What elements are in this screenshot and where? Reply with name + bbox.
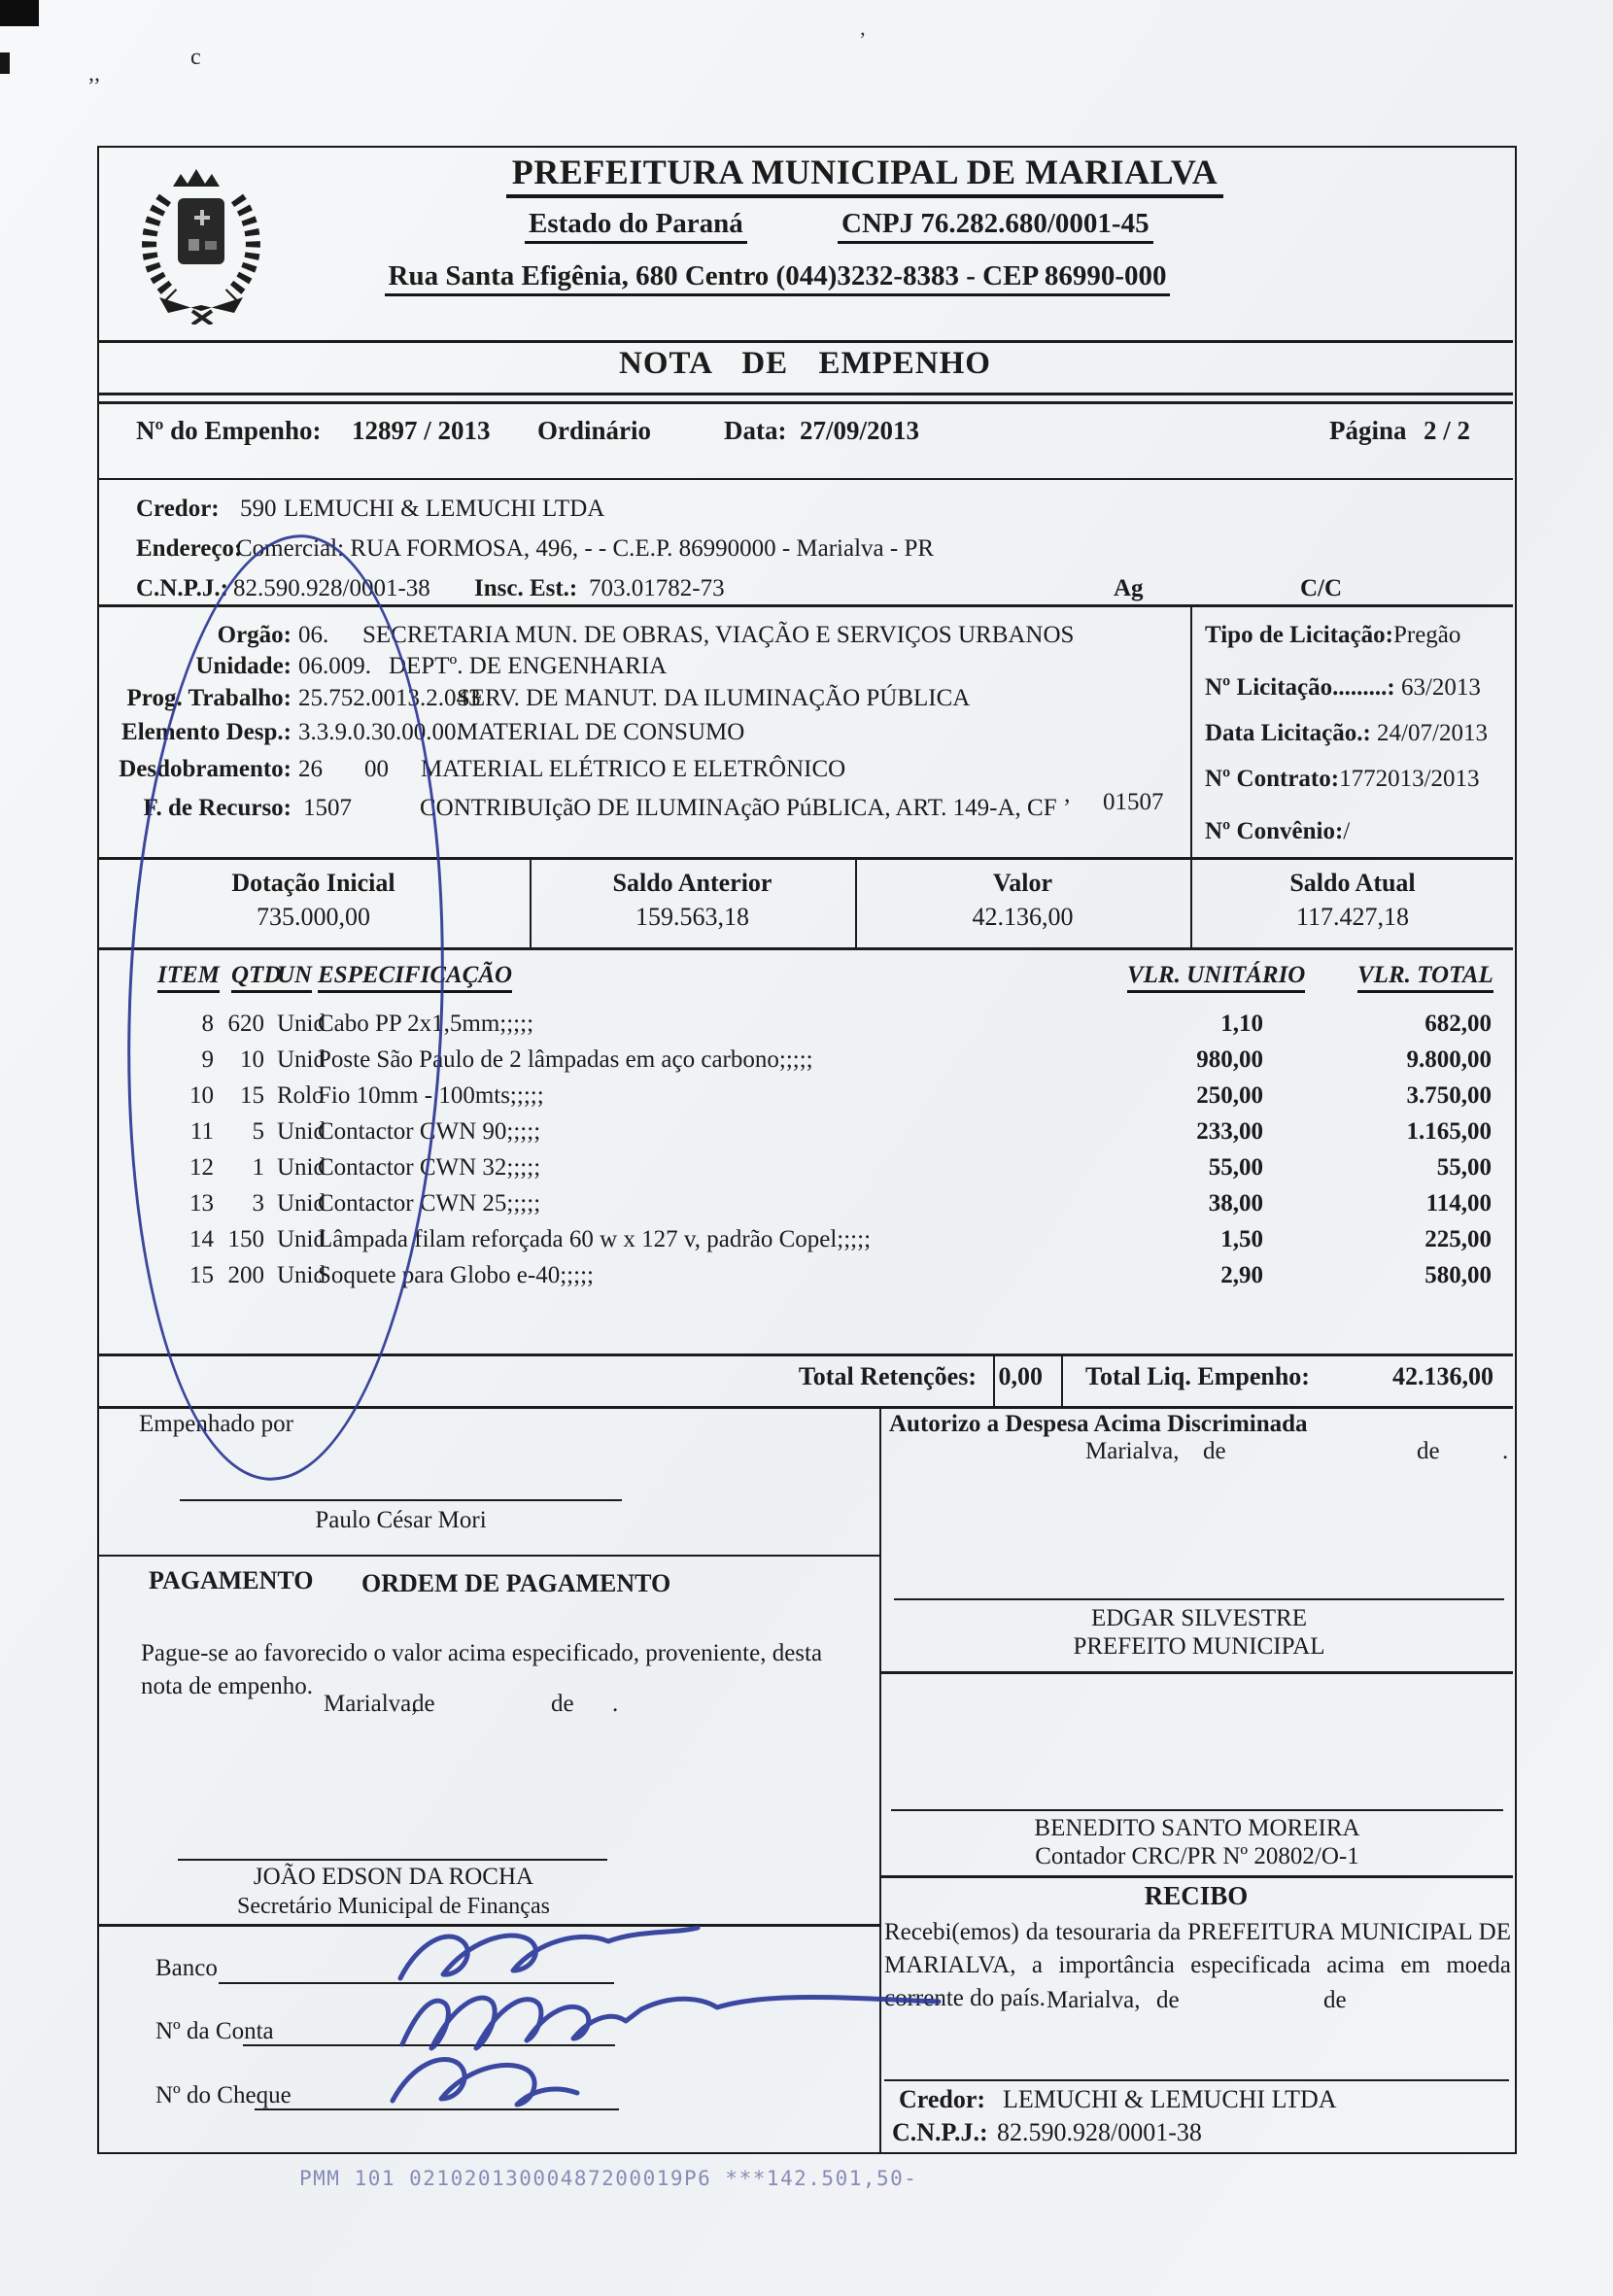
- prefeito-title: PREFEITO MUNICIPAL: [1073, 1633, 1325, 1660]
- licitacao-label: Nº Contrato:: [1205, 766, 1340, 792]
- licitacao-value: 1772013/2013: [1339, 766, 1480, 792]
- scan-artifact-c: c: [190, 45, 201, 70]
- budget-code2: 00: [364, 756, 389, 782]
- budget-code: 25.752.0013.2.043: [298, 685, 481, 711]
- period-mark: .: [612, 1691, 619, 1717]
- saldo-value: 117.427,18: [1295, 903, 1410, 931]
- divider-line: [97, 478, 1513, 480]
- header-cnpj: [838, 208, 1153, 244]
- licitacao-label: Nº Licitação.........:: [1205, 674, 1401, 701]
- credor-label: Credor:: [136, 496, 220, 522]
- item-row: 8 620 Unid Cabo PP 2x1,5mm;;;;; 1,10 682,00: [201, 1011, 1492, 1037]
- page-number-label: Página: [1329, 416, 1407, 445]
- de-word: de: [1323, 1987, 1347, 2013]
- saldo-label: Valor: [992, 869, 1053, 897]
- divider-line: [879, 1875, 1513, 1878]
- total-retencoes-label: Total Retenções:: [798, 1362, 977, 1390]
- banco-label: Banco: [155, 1955, 218, 1981]
- cheque-handwriting: [377, 2042, 601, 2125]
- cnpj-label: CNPJ 76.282.680/0001-45: [838, 208, 1153, 244]
- endereco-value: Comercial: RUA FORMOSA, 496, - - C.E.P. 86990000 - Marialva - PR: [236, 535, 935, 562]
- de-word: de: [1417, 1438, 1440, 1464]
- budget-label: Unidade:: [195, 653, 292, 679]
- licitacao-tipo: [1205, 622, 1460, 649]
- divider-line: [855, 857, 857, 947]
- empenhado-signer-name: Paulo César Mori: [315, 1507, 487, 1533]
- budget-code: 06.009.: [298, 653, 371, 679]
- saldo-anterior: [532, 861, 853, 944]
- licitacao-value: /: [1343, 818, 1351, 844]
- budget-label: Desdobramento:: [119, 756, 292, 782]
- item-row: 12 1 Unid Contactor CWN 32;;;;; 55,00 55,00: [189, 1154, 1492, 1181]
- ag-label: Ag: [1114, 575, 1144, 601]
- licitacao-label: Tipo de Licitação:: [1205, 622, 1393, 648]
- total-liq-value: 42.136,00: [1392, 1362, 1493, 1390]
- cc-label: C/C: [1300, 575, 1343, 601]
- de-word: de: [412, 1691, 435, 1717]
- empenhado-por-label: Empenhado por: [139, 1411, 293, 1437]
- contador-title: Contador CRC/PR Nº 20802/O-1: [1035, 1843, 1359, 1869]
- scan-artifact-quotes: ’’: [87, 74, 101, 98]
- contador-name: BENEDITO SANTO MOREIRA: [1034, 1815, 1360, 1841]
- city-line-recibo: Marialva,: [1047, 1987, 1141, 2013]
- empenho-number-value: 12897 / 2013: [352, 416, 491, 445]
- recibo-title: RECIBO: [1144, 1881, 1249, 1910]
- scan-artifact-edge: [0, 52, 10, 74]
- cheque-label: Nº do Cheque: [155, 2082, 292, 2108]
- de-word: de: [1156, 1987, 1180, 2013]
- licitacao-numero: [1205, 674, 1481, 702]
- divider-line: [97, 340, 1513, 343]
- licitacao-convenio: [1205, 818, 1350, 845]
- page-title: PREFEITURA MUNICIPAL DE MARIALVA: [506, 152, 1223, 198]
- budget-desc: CONTRIBUIçãO DE ILUMINAçãO PúBLICA, ART. 149-A, CF ’: [420, 795, 1072, 821]
- items-header-vlr-unitario: VLR. UNITÁRIO: [1127, 962, 1305, 993]
- header-address-wrap: [262, 260, 1292, 296]
- item-row: 13 3 Unid Contactor CWN 25;;;;; 38,00 114,00: [189, 1190, 1492, 1217]
- period-mark: .: [1502, 1438, 1509, 1464]
- empenho-date-value: 27/09/2013: [800, 416, 920, 445]
- saldo-label: Saldo Atual: [1289, 869, 1416, 897]
- budget-code: 06.: [298, 622, 329, 648]
- creditor-cnpj-value: 82.590.928/0001-38: [233, 575, 430, 601]
- recibo-cnpj-value: 82.590.928/0001-38: [997, 2118, 1202, 2146]
- empenho-number-label: Nº do Empenho:: [136, 416, 322, 445]
- recurso-extra-code: 01507: [1103, 789, 1164, 815]
- saldo-atual: [1192, 861, 1513, 944]
- autorizo-title: Autorizo a Despesa Acima Discriminada: [889, 1411, 1308, 1437]
- item-row: 11 5 Unid Contactor CWN 90;;;;; 233,00 1.165,00: [189, 1118, 1492, 1145]
- item-row: 14 150 Unid Lâmpada filam reforçada 60 w x 127 v, padrão Copel;;;;; 1,50 225,00: [189, 1226, 1492, 1252]
- pagamento-text: Pague-se ao favorecido o valor acima especificado, proveniente, desta nota de empenho.: [141, 1640, 823, 1699]
- secretario-title: Secretário Municipal de Finanças: [237, 1894, 550, 1919]
- budget-label: Orgão:: [217, 622, 292, 648]
- licitacao-value: 24/07/2013: [1377, 720, 1488, 746]
- creditor-cnpj-label: C.N.P.J.:: [136, 575, 228, 601]
- item-row: 10 15 Rolo Fio 10mm - 100mts;;;;; 250,00 3.750,00: [189, 1082, 1492, 1109]
- header-state: [525, 208, 747, 244]
- signature-line: [178, 1859, 607, 1861]
- licitacao-contrato: [1205, 766, 1480, 793]
- address-label: Rua Santa Efigênia, 680 Centro (044)3232-8383 - CEP 86990-000: [385, 260, 1171, 296]
- saldo-valor: [857, 861, 1188, 944]
- city-line-left: Marialva,: [324, 1691, 418, 1717]
- budget-label: Prog. Trabalho:: [126, 685, 292, 711]
- divider-line: [530, 857, 532, 947]
- budget-desc: SECRETARIA MUN. DE OBRAS, VIAÇÃO E SERVIÇOS URBANOS: [362, 622, 1075, 648]
- signature-line: [884, 2079, 1509, 2081]
- total-liq-label: Total Liq. Empenho:: [1085, 1362, 1310, 1390]
- budget-desc: SERV. DE MANUT. DA ILUMINAÇÃO PÚBLICA: [457, 685, 971, 711]
- document-title: NOTA DE EMPENHO: [619, 346, 991, 381]
- recibo-credor-value: LEMUCHI & LEMUCHI LTDA: [1003, 2085, 1337, 2113]
- recibo-text: Recebi(emos) da tesouraria da PREFEITURA MUNICIPAL DE MARIALVA, a importância especificada acima em moeda corrente do país.: [884, 1919, 1511, 2011]
- machine-stamp-line: PMM 101 02102013000487200019P6 ***142.501,50-: [299, 2167, 918, 2190]
- items-header-qtd: QTD: [231, 962, 281, 993]
- budget-label: Elemento Desp.:: [121, 719, 292, 745]
- divider-line: [97, 1555, 879, 1557]
- de-word: de: [1203, 1438, 1226, 1464]
- budget-desc: MATERIAL ELÉTRICO E ELETRÔNICO: [421, 756, 846, 782]
- divider-line: [97, 401, 1513, 404]
- divider-line: [993, 1354, 995, 1406]
- signature-line: [891, 1809, 1503, 1811]
- saldo-value: 735.000,00: [257, 903, 370, 931]
- empenho-type: Ordinário: [537, 416, 652, 445]
- municipal-crest-logo: [126, 157, 277, 325]
- divider-line: [97, 393, 1513, 395]
- saldo-value: 159.563,18: [635, 903, 749, 931]
- budget-desc: DEPTº. DE ENGENHARIA: [389, 653, 668, 679]
- signature-line: [180, 1499, 622, 1501]
- saldo-value: 42.136,00: [972, 903, 1074, 931]
- divider-line: [1061, 1354, 1063, 1406]
- scan-artifact-corner: [0, 0, 39, 26]
- de-word: de: [551, 1691, 574, 1717]
- licitacao-value: 63/2013: [1400, 674, 1481, 701]
- budget-label: F. de Recurso:: [143, 795, 292, 821]
- scan-artifact-tick: ’: [859, 27, 867, 51]
- empenho-date-label: Data:: [724, 416, 787, 445]
- items-header-vlr-total: VLR. TOTAL: [1357, 962, 1493, 993]
- licitacao-label: Data Licitação.:: [1205, 720, 1378, 746]
- conta-label: Nº da Conta: [155, 2018, 274, 2044]
- budget-code: 1507: [303, 795, 352, 821]
- pagamento-title: PAGAMENTO: [149, 1566, 314, 1594]
- budget-desc: MATERIAL DE CONSUMO: [457, 719, 745, 745]
- divider-line: [1190, 857, 1192, 947]
- items-header-item: ITEM: [157, 962, 220, 993]
- recibo-credor-label: Credor:: [899, 2085, 986, 2113]
- saldo-label: Dotação Inicial: [231, 869, 395, 897]
- city-line-right: Marialva,: [1085, 1438, 1180, 1464]
- prefeito-name: EDGAR SILVESTRE: [1090, 1605, 1307, 1631]
- total-retencoes-value: 0,00: [998, 1362, 1043, 1390]
- secretario-name: JOÃO EDSON DA ROCHA: [253, 1864, 534, 1890]
- ordem-pagamento-title: ORDEM DE PAGAMENTO: [361, 1569, 671, 1597]
- signature-line: [894, 1598, 1504, 1600]
- items-header-espec: ESPECIFICAÇÃO: [318, 962, 512, 993]
- state-label: Estado do Paraná: [525, 208, 747, 244]
- item-row: 15 200 Unid Soquete para Globo e-40;;;;; 2,90 580,00: [189, 1262, 1492, 1288]
- items-header-un: UN: [277, 962, 312, 993]
- recibo-cnpj-label: C.N.P.J.:: [892, 2118, 988, 2146]
- insc-est-value: 703.01782-73: [589, 575, 725, 601]
- header-title-wrap: [292, 152, 1438, 198]
- credor-name: LEMUCHI & LEMUCHI LTDA: [284, 496, 605, 522]
- page-number-value: 2 / 2: [1424, 416, 1471, 445]
- credor-code: 590: [240, 496, 277, 522]
- divider-line: [879, 1671, 1513, 1674]
- licitacao-value: Pregão: [1392, 622, 1461, 648]
- insc-est-label: Insc. Est.:: [474, 575, 578, 601]
- saldo-label: Saldo Anterior: [612, 869, 772, 897]
- item-row: 9 10 Unid Poste São Paulo de 2 lâmpadas em aço carbono;;;;; 980,00 9.800,00: [201, 1046, 1492, 1073]
- budget-code: 26: [298, 756, 323, 782]
- licitacao-label: Nº Convênio:: [1205, 818, 1344, 844]
- budget-code: 3.3.9.0.30.00.00.: [298, 719, 463, 745]
- licitacao-data: [1205, 720, 1488, 747]
- endereco-label: Endereço:: [136, 535, 243, 562]
